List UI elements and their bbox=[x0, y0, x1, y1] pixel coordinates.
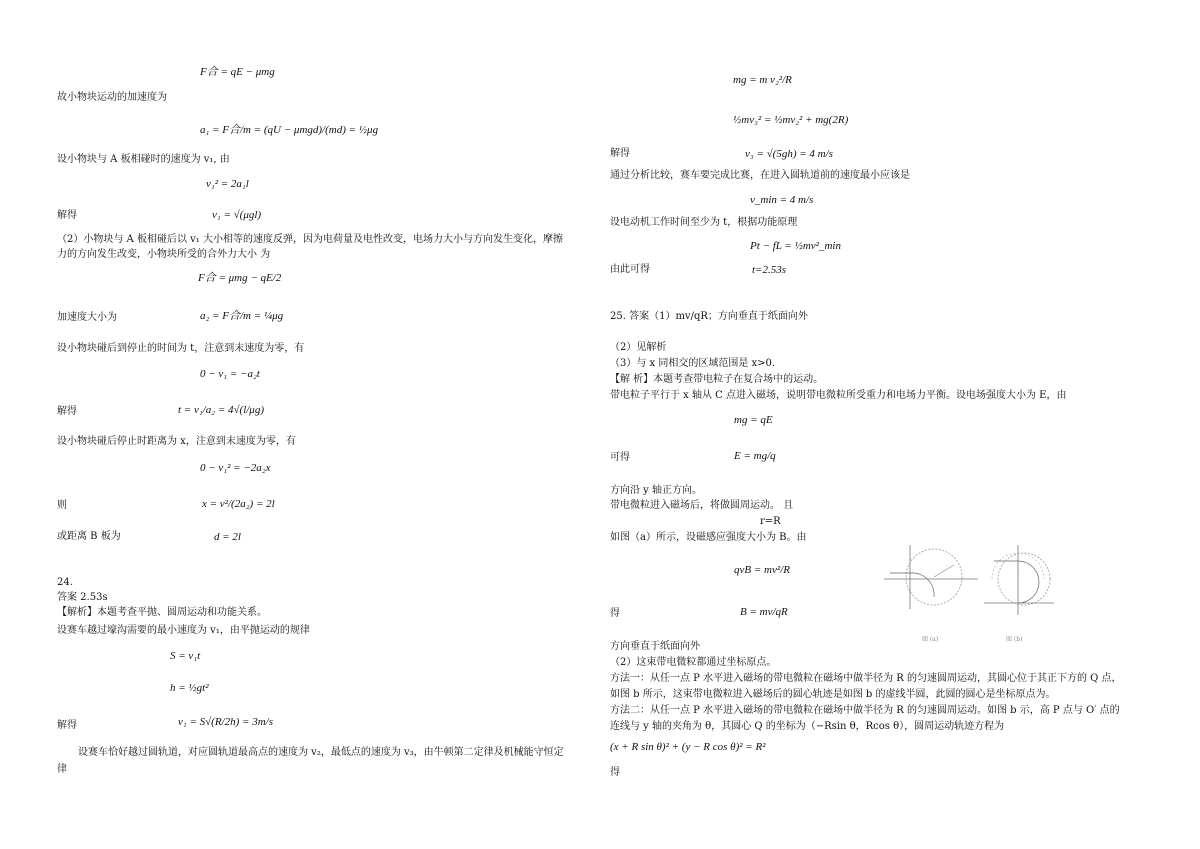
figure-a-caption: 图 (a) bbox=[922, 636, 939, 643]
figure-b-caption: 图 (b) bbox=[1006, 636, 1023, 643]
text-line: 力的方向发生改变，小物块所受的合外力大小 为 bbox=[57, 249, 271, 260]
text-line: 或距离 B 板为 bbox=[57, 531, 121, 542]
text-line: 故小物块运动的加速度为 bbox=[57, 92, 167, 103]
equation: F合 = μmg − qE/2 bbox=[198, 272, 282, 284]
equation: h = ½gt² bbox=[170, 682, 209, 694]
text-line: 设小物块碰后到停止的时间为 t，注意到末速度为零，有 bbox=[57, 343, 305, 354]
figure-a bbox=[882, 545, 982, 645]
text-line: 带电粒子平行于 x 轴从 C 点进入磁场，说明带电微粒所受重力和电场力平衡。设电场强度大小为 E，由 bbox=[610, 390, 1067, 401]
text-line: （2）这束带电微粒都通过坐标原点。 bbox=[610, 657, 777, 668]
text-line: 解得 bbox=[57, 720, 77, 731]
text-line: 【解析】本题考查平抛、圆周运动和功能关系。 bbox=[57, 607, 267, 618]
particle-trajectory bbox=[890, 573, 934, 597]
text-line: 设电动机工作时间至少为 t，根据功能原理 bbox=[610, 217, 798, 228]
text-line: 得 bbox=[610, 767, 620, 778]
text-line: 设赛车越过壕沟需要的最小速度为 v₁，由平抛运动的规律 bbox=[57, 625, 310, 636]
equation: v₁ = S√(R/2h) = 3m/s bbox=[178, 716, 273, 728]
text-line: 25. 答案（1）mv/qR；方向垂直于纸面向外 bbox=[610, 311, 808, 322]
text-line: 如图 b 所示，这束带电微粒进入磁场后的圆心轨迹是如图 b 的虚线半圆，此圆的圆心是坐标原点为。 bbox=[610, 689, 1056, 700]
equation: a₂ = F合/m = ¼μg bbox=[200, 310, 284, 322]
equation: (x + R sin θ)² + (y − R cos θ)² = R² bbox=[610, 741, 766, 753]
equation: t = v₁/a₂ = 4√(l/μg) bbox=[178, 404, 264, 416]
radius-line bbox=[934, 565, 954, 577]
equation: mg = m v₂²/R bbox=[733, 74, 792, 86]
text-line: 得 bbox=[610, 608, 620, 619]
text-line: 带电微粒进入磁场后，将做圆周运动。 且 bbox=[610, 500, 794, 511]
text-line: 【解 析】本题考查带电粒子在复合场中的运动。 bbox=[610, 374, 824, 385]
text-line: 设小物块碰后停止时距离为 x，注意到末速度为零，有 bbox=[57, 436, 296, 447]
text-line: 方向沿 y 轴正方向。 bbox=[610, 485, 703, 496]
text-line: （2）小物块与 A 板相碰后以 v₁ 大小相等的速度反弹，因为电荷量及电性改变，电场力大小与方向发生变化，摩擦 bbox=[57, 234, 563, 245]
text-line: 解得 bbox=[57, 210, 77, 221]
text-line: 连线与 y 轴的夹角为 θ，其圆心 Q 的坐标为（−Rsin θ，Rcos θ），圆周运动轨迹方程为 bbox=[610, 721, 1005, 732]
equation: E = mg/q bbox=[734, 450, 776, 462]
text-line: （3）与 x 同相交的区域范围是 x>0. bbox=[610, 358, 776, 369]
text-line: （2）见解析 bbox=[610, 342, 667, 353]
text-line: 通过分析比较，赛车要完成比赛，在进入圆轨道前的速度最小应该是 bbox=[610, 170, 910, 181]
equation: ½mv₃² = ½mv₂² + mg(2R) bbox=[733, 114, 849, 126]
equation: 0 − v₁ = −a₂t bbox=[200, 368, 260, 380]
equation: v₃ = √(5gh) = 4 m/s bbox=[745, 148, 833, 160]
text-line: 设赛车恰好越过圆轨道，对应圆轨道最高点的速度为 v₂，最低点的速度为 v₃，由牛顿第二定律及机械能守恒定 bbox=[78, 747, 564, 758]
text-line: 由此可得 bbox=[610, 264, 650, 275]
text-line: 解得 bbox=[57, 406, 77, 417]
equation: v₁² = 2a₁l bbox=[206, 178, 249, 190]
right-column bbox=[600, 0, 1200, 849]
text-line: 律 bbox=[57, 764, 67, 775]
equation: t=2.53s bbox=[752, 264, 787, 276]
text-line: 解得 bbox=[610, 148, 630, 159]
equation: F合 = qE − μmg bbox=[200, 66, 275, 78]
equation: Pt − fL = ½mv²_min bbox=[750, 240, 841, 252]
equation: x = v²/(2a₂) = 2l bbox=[202, 498, 275, 510]
equation: a₁ = F合/m = (qU − μmgd)/(md) = ½μg bbox=[200, 124, 379, 136]
equation: B = mv/qR bbox=[740, 606, 788, 618]
equation: v₁ = √(μgl) bbox=[212, 209, 262, 221]
text-line: 方法一：从任一点 P 水平进入磁场的带电微粒在磁场中做半径为 R 的匀速圆周运动，其圆心位于其正下方的 Q 点， bbox=[610, 673, 1122, 684]
text-line: 则 bbox=[57, 500, 67, 511]
text-line: 24. bbox=[57, 577, 73, 588]
equation: 0 − v₁² = −2a₂x bbox=[200, 462, 271, 474]
text-line: 如图（a）所示，设磁感应强度大小为 B。由 bbox=[610, 532, 807, 543]
text-line: 设小物块与 A 板相碰时的速度为 v₁, 由 bbox=[57, 154, 230, 165]
left-column bbox=[0, 0, 595, 849]
equation: S = v₁t bbox=[170, 650, 201, 662]
equation: qvB = mv²/R bbox=[734, 564, 790, 576]
equation: d = 2l bbox=[214, 531, 241, 543]
particle-trajectory bbox=[994, 561, 1039, 603]
equation: v_min = 4 m/s bbox=[750, 194, 814, 206]
equation: mg = qE bbox=[734, 414, 773, 426]
text-line: 方法二：从任一点 P 水平进入磁场的带电微粒在磁场中做半径为 R 的匀速圆周运动。如图 b 示，高 P 点与 O′ 点的 bbox=[610, 705, 1120, 716]
figure-b bbox=[984, 545, 1054, 645]
text-line: 可得 bbox=[610, 452, 630, 463]
text-line: 答案 2.53s bbox=[57, 592, 108, 603]
text-line: r=R bbox=[760, 516, 781, 527]
text-line: 方向垂直于纸面向外 bbox=[610, 641, 700, 652]
text-line: 加速度大小为 bbox=[57, 312, 117, 323]
